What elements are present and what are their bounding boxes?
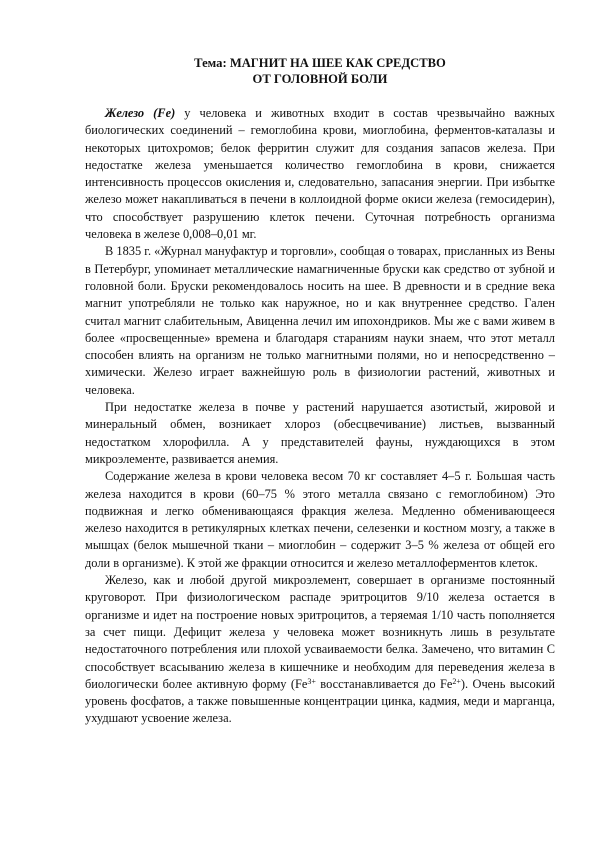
title-line-2: ОТ ГОЛОВНОЙ БОЛИ	[252, 72, 388, 86]
paragraph-plants: При недостатке железа в почве у растений нарушается азотистый, жировой и минеральный обмен, возникает хлороз (обесцвечивание) листьев, вызванный недостатком хлорофилла. А у представителей фауны, нуждающихся в этом микроэлементе, развивается анемия.	[85, 400, 555, 466]
paragraph-text: у человека и животных входит в состав чрезвычайно важных биологических соединений – гемоглобина крови, миоглобина, ферментов-каталазы и некоторых цитохромов; белок ферритин служит для создания запасов железа. При недостатке железа уменьшается количество гемоглобина в крови, снижается интенсивность процессов окисления и, следовательно, запасания энергии. При избытке железо может накапливаться в печени в коллоидной форме окиси железа (гемосидерин), что способствует разрушению клеток печени. Суточная потребность организма человека в железе 0,008–0,01 мг.	[85, 106, 555, 242]
paragraph-blood-content: Содержание железа в крови человека весом 70 кг составляет 4–5 г. Большая часть железа находится в крови (60–75 % этого металла связано с гемоглобином) Это подвижная и легко обменивающаяся фракция железа. Медленно обменивающееся железо находится в ретикулярных клетках печени, селезенки и костном мозгу, а также в мышцах (белок мышечной ткани – миоглобин – содержит 3–5 % железа от общей его доли в организме). К этой же фракции относится и железо металлоферментов клеток.	[85, 469, 555, 570]
title-line-1: Тема: МАГНИТ НА ШЕЕ КАК СРЕДСТВО	[194, 56, 446, 70]
superscript-charge: 3+	[307, 676, 316, 686]
superscript-charge: 2+	[452, 676, 461, 686]
document-page	[85, 55, 555, 728]
paragraph-text: восстанавливается до Fe	[315, 676, 453, 691]
paragraph-text: Железо, как и любой другой микроэлемент, совершает в организме постоянный круговорот. При физиологическом распаде эритроцитов 9/10 железа остается в организме и идет на построение новых эритроцитов, а теряемая 1/10 часть пополняется за счет пищи. Дефицит железа у человека может возникнуть лишь в результате недостаточного потребления или плохой усваиваемости белка. Замечено, что витамин С способствует всасыванию железа в кишечнике и необходим для переведения железа в биологически более активную форму (Fe	[85, 573, 555, 691]
page-title	[85, 55, 555, 87]
paragraph-text: ). Очень высокий уровень фосфатов, а также повышенные концентрации цинка, кадмия, меди и марганца, ухудшают усвоение железа.	[85, 676, 555, 726]
paragraph-iron-cycle	[85, 572, 555, 728]
paragraph-lead-term: Железо (Fe)	[105, 106, 176, 120]
paragraph-history: В 1835 г. «Журнал мануфактур и торговли», сообщая о товарах, присланных из Вены в Петербург, упоминает металлические намагниченные бруски как средство от зубной и головной боли. Бруски рекомендовалось носить на шее. В древности и в средние века магнит употребляли не только как наружное, но и как внутреннее средство. Гален считал магнит слабительным, Авиценна лечил им ипохондриков. Мы же с вами живем в более «просвещенные» времена и благодаря стараниям науки знаем, что этот металл способен влиять на организм не только магнитными полями, но и непосредственно – химически. Железо играет важнейшую роль в физиологии растений, животных и человека.	[85, 244, 555, 397]
paragraph-iron-intro	[85, 105, 555, 243]
